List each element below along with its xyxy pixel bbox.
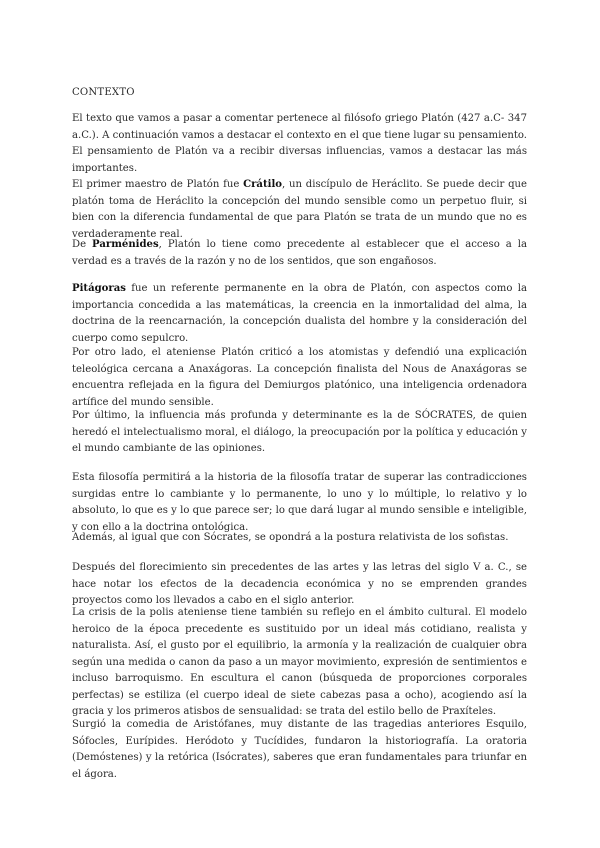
paragraph-crisis-polis: La crisis de la polis ateniense tiene también su reflejo en el ámbito cultural. El modelo heroico de la época precedente es sustituido por un ideal más cotidiano, realista y naturalista. Así, el gusto por el equilibrio, la armonía y la realización de cualquier obra según una medida o canon da paso a un mayor movimiento, expresión de sentimientos e incluso barroquismo. En escultura el canon (búsqueda de proporciones corporales perfectas) se estiliza (el cuerpo ideal de siete cabezas pasa a ocho), acogiendo así la gracia y los primeros atisbos de sensualidad: se trata del estilo bello de Praxíteles. [72,607,527,717]
paragraph-sofistas: Además, al igual que con Sócrates, se opondrá a la postura relativista de los sofistas. [72,532,509,543]
paragraph-pitagoras-after: fue un referente permanente en la obra de Platón, con aspectos como la importancia concedida a las matemáticas, la creencia en la inmortalidad del alma, la doctrina de la reencarnación, la concepción dualista del hombre y la consideración del cuerpo como sepulcro. [72,283,527,344]
name-parmenides: Parménides [92,239,159,250]
paragraph-cratilo-before: El primer maestro de Platón fue [72,179,244,190]
paragraph-florecimiento: Después del florecimiento sin precedentes de las artes y las letras del siglo V a. C., se hace notar los efectos de la decadencia económica y no se emprenden grandes proyectos como los llevados a cabo en el siglo anterior. [72,562,527,606]
paragraph-intro: El texto que vamos a pasar a comentar pertenece al filósofo griego Platón (427 a.C- 347 a.C.). A continuación vamos a destacar el contexto en el que tiene lugar su pensamiento. El pensamiento de Platón va a recibir diversas influencias, vamos a destacar las más importantes. [72,113,527,174]
paragraph-cratilo [72,177,527,243]
name-cratilo: Crátilo [243,179,283,190]
paragraph-socrates: Por último, la influencia más profunda y determinante es la de SÓCRATES, de quien heredó el intelectualismo moral, el diálogo, la preocupación por la política y educación y el mundo cambiante de las opiniones. [72,410,527,454]
paragraph-parmenides-after: , Platón lo tiene como precedente al establecer que el acceso a la verdad es a través de la razón y no de los sentidos, que son engañosos. [72,239,527,267]
paragraph-parmenides-before: De [72,239,93,250]
paragraph-anaxagoras: Por otro lado, el ateniense Platón criticó a los atomistas y defendió una explicación teleológica cercana a Anaxágoras. La concepción finalista del Nous de Anaxágoras se encuentra reflejada en la figura del Demiurgos platónico, una inteligencia ordenadora artífice del mundo sensible. [72,347,527,408]
paragraph-parmenides [72,237,527,270]
name-pitagoras: Pitágoras [72,283,126,294]
paragraph-comedia: Surgió la comedia de Aristófanes, muy distante de las tragedias anteriores Esquilo, Sófocles, Eurípides. Heródoto y Tucídides, fundaron la historiografía. La oratoria (Demóstenes) y la retórica (Isócrates), saberes que eran fundamentales para triunfar en el ágora. [72,719,527,780]
paragraph-filosofia: Esta filosofía permitirá a la historia de la filosofía tratar de superar las contradicciones surgidas entre lo cambiante y lo permanente, lo uno y lo múltiple, lo relativo y lo absoluto, lo que es y lo que parece ser; lo que dará lugar al mundo sensible e inteligible, y con ello a la doctrina ontológica. [72,472,527,533]
section-heading: CONTEXTO [72,87,135,98]
paragraph-cratilo-after: , un discípulo de Heráclito. Se puede decir que platón toma de Heráclito la concepción del mundo sensible como un perpetuo fluir, si bien con la diferencia fundamental de que para Platón se trata de un mundo que no es verdaderamente real. [72,179,528,240]
paragraph-pitagoras [72,281,527,347]
